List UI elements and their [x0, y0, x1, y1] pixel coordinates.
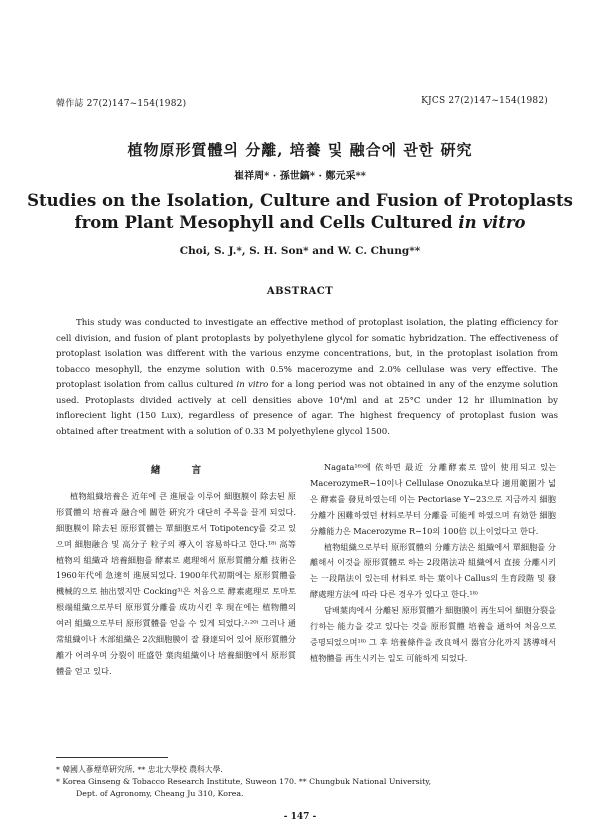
left-column	[56, 460, 296, 680]
footnote-divider	[56, 757, 168, 758]
english-title-line2-text: from Plant Mesophyll and Cells Cultured	[74, 213, 459, 232]
abstract-italic: in vitro	[236, 380, 269, 390]
intro-paragraph-3: 植物組織으로부터 原形質體의 分離方法은 組織에서 單細胞를 分離해서 이것을 原形質體로 하는 2段階法과 組織에서 直接 分離시키는 一段階法이 있는데 材料로 하는 葉이나 Callus의 生育段階 및 發酵處理方法에 따라 다른 경우가 있다고 한다.¹⁸⁾	[310, 541, 556, 600]
introduction-heading: 緖 言	[150, 465, 216, 476]
abstract-text-part1: This study was conducted to investigate an effective method of protoplast isolation, the plating efficiency for cell division, and fusion of plant protoplasts by polyethylene glycol for somatic hybridzation. The effectiveness of protoplast isolation was different with the various enzyme concentrations, but, in the protoplast isolation from tobacco mesophyll, the enzyme solution with 0.5% macerozyme and 2.0% cellulase was very effective. The protoplast isolation from callus cultured	[56, 318, 558, 390]
english-authors: Choi, S. J.*, S. H. Son* and W. C. Chung**	[179, 245, 421, 257]
footnote-affiliation-korean: * 韓國人蔘煙草硏究所, ** 忠北大學校 農科大學.	[56, 765, 223, 774]
abstract-body	[56, 316, 558, 440]
intro-paragraph-1: 植物組織培養은 近年에 큰 進展을 이루어 細胞膜이 除去된 原形質體의 培養과 融合에 關한 硏究가 대단히 주목을 끌게 되었다. 細胞膜이 除去된 原形質體는 單細胞로서 Totipotency를 갖고 있으며 細胞融合 및 高分子 粒子의 導入이 容易하다고 한다.¹⁸⁾ 高等植物의 組織과 培養細胞를 酵素로 處理해서 原形質體分離 技術은 1960年代에 急速히 進展되었다. 1900年代初期에는 原形質體를 機械的으로 抽出했지만 Cocking³⁾은 처음으로 酵素處理로 토마토 根端組織으로부터 原形質分離를 成功시킨 후 現在에는 植物體의 여러 組織으로부터 原形質體를 얻을 수 있게 되었다.²·²⁰⁾ 그러나 通常組織이나 木部組織은 2次細胞膜이 잘 發達되어 있어 原形質體分離가 어려우며 分裂이 旺盛한 葉肉組織이나 培養細胞에서 原形質體를 얻고 있다.	[56, 490, 296, 676]
abstract-heading: ABSTRACT	[266, 286, 334, 297]
english-title-italic: in vitro	[458, 213, 526, 232]
footnotes	[56, 764, 556, 800]
korean-authors: 崔祥周* · 孫世鎬* · 鄭元采**	[234, 171, 366, 182]
korean-title: 植物原形質體의 分離, 培養 및 融合에 관한 硏究	[127, 141, 473, 159]
intro-paragraph-4: 담배葉肉에서 分離된 原形質體가 細胞膜이 再生되어 細胞分裂을 行하는 能力을 갖고 있다는 것을 原形質體 培養을 通하여 처음으로 증명되었으며¹⁸⁾ 그 후 培養條件을 改良해서 器官分化까지 誘導해서 植物體를 再生시키는 일도 可能하게 되었다.	[310, 605, 556, 663]
english-title-line2	[0, 212, 600, 234]
right-column	[310, 460, 556, 667]
english-title-line1: Studies on the Isolation, Culture and Fusion of Protoplasts	[27, 191, 573, 210]
journal-citation-right: KJCS 27(2)147~154(1982)	[421, 96, 548, 106]
footnote-affiliation-english: * Korea Ginseng & Tobacco Research Institute, Suweon 170. ** Chungbuk National University,	[56, 777, 432, 786]
abstract-text-part2: for a long period was not obtained in any of the enzyme solution used. Protoplasts divided actively at cell densities above 10⁴/ml and at 25°C under 12 hr illumination by inflorecient light (150 Lux), regardless of presence of agar. The highest frequency of protoplast fusion was obtained after treatment with a solution of 0.33 M polyethylene glycol 1500.	[56, 380, 558, 437]
footnote-affiliation-english-cont: Dept. of Agronomy, Cheang Ju 310, Korea.	[76, 789, 244, 798]
page-number: - 147 -	[283, 812, 317, 822]
english-title	[0, 190, 600, 234]
journal-citation-left: 韓作誌 27(2)147~154(1982)	[56, 99, 187, 109]
intro-paragraph-2: Nagata¹⁶⁾에 依하면 最近 分離酵素로 많이 使用되고 있는 MacerozymeR−10이나 Cellulase Onozuka보다 適用範圍가 넓은 酵素를 發見하였는데 이는 Pectoriase Y−23으로 지금까지 細胞分離가 困難하였던 材料로부터 分離를 可能케 하였으며 有効한 細胞分離能力은 Macerozyme R−10의 100倍 以上이었다고 한다.	[310, 462, 556, 536]
